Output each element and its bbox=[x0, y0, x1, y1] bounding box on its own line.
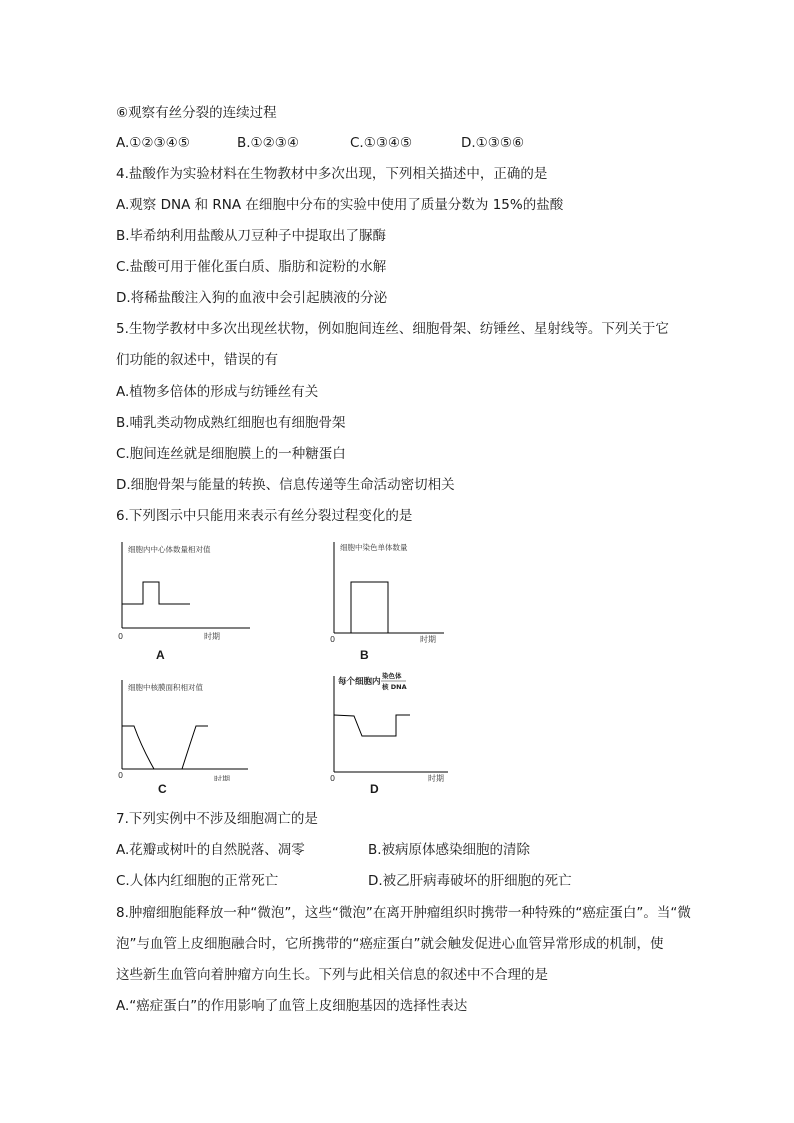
q8-option-a: A.“癌症蛋白”的作用影响了血管上皮细胞基因的选择性表达 bbox=[116, 998, 468, 1014]
q7-option-a: A.花瓣或树叶的自然脱落、凋零 bbox=[116, 842, 305, 858]
chart-a-xlabel: 时期 bbox=[204, 632, 220, 641]
q4-option-a: A.观察 DNA 和 RNA 在细胞中分布的实验中使用了质量分数为 15%的盐酸 bbox=[116, 197, 564, 213]
q7-stem: 7.下列实例中不涉及细胞凋亡的是 bbox=[116, 811, 318, 827]
q4-stem: 4.盐酸作为实验材料在生物教材中多次出现，下列相关描述中，正确的是 bbox=[116, 166, 548, 182]
q3-option-a: A.①②③④⑤ bbox=[116, 135, 190, 151]
chart-b-xlabel: 时期 bbox=[420, 635, 436, 643]
chart-b-origin: 0 bbox=[330, 635, 336, 643]
chart-d-frac-den: 核 DNA bbox=[382, 683, 407, 691]
chart-d-title-prefix: 每个细胞内 bbox=[338, 677, 381, 687]
q7-option-c: C.人体内红细胞的正常死亡 bbox=[116, 873, 279, 889]
chart-b bbox=[324, 538, 459, 643]
chart-a bbox=[112, 538, 252, 643]
q6-stem: 6.下列图示中只能用来表示有丝分裂过程变化的是 bbox=[116, 508, 413, 524]
chart-a-label: A bbox=[156, 648, 165, 662]
chart-c-label: C bbox=[158, 782, 167, 796]
chart-c-curve bbox=[122, 726, 208, 769]
q7-option-d: D.被乙肝病毒破坏的肝细胞的死亡 bbox=[368, 873, 572, 889]
q4-option-b: B.毕希纳利用盐酸从刀豆种子中提取出了脲酶 bbox=[116, 228, 387, 244]
chart-a-origin: 0 bbox=[118, 632, 124, 641]
q4-option-c: C.盐酸可用于催化蛋白质、脂肪和淀粉的水解 bbox=[116, 259, 387, 275]
chart-d-label: D bbox=[370, 782, 379, 796]
q8-stem-line1: 8.肿瘤细胞能释放一种“微泡”，这些“微泡”在离开肿瘤组织时携带一种特殊的“癌症蛋白”。当“微 bbox=[116, 905, 691, 921]
q5-option-a: A.植物多倍体的形成与纺锤丝有关 bbox=[116, 384, 319, 400]
q7-option-b: B.被病原体感染细胞的清除 bbox=[368, 842, 531, 858]
chart-d-curve bbox=[334, 715, 410, 736]
chart-d bbox=[324, 668, 464, 783]
q3-option-d: D.①③⑤⑥ bbox=[461, 135, 525, 151]
chart-c-origin: 0 bbox=[118, 771, 124, 780]
line-q3-item6: ⑥观察有丝分裂的连续过程 bbox=[116, 105, 277, 121]
q5-stem-line1: 5.生物学教材中多次出现丝状物，例如胞间连丝、细胞骨架、纺锤丝、星射线等。下列关于它 bbox=[116, 321, 669, 337]
chart-b-curve bbox=[334, 582, 388, 633]
chart-c-xlabel: 时期 bbox=[214, 775, 230, 781]
chart-a-title: 细胞内中心体数量相对值 bbox=[128, 545, 211, 554]
chart-b-title: 细胞中染色单体数量 bbox=[340, 543, 408, 552]
q3-option-c: C.①③④⑤ bbox=[350, 135, 413, 151]
q3-option-b: B.①②③④ bbox=[237, 135, 299, 151]
chart-d-origin: 0 bbox=[330, 774, 336, 783]
q4-option-d: D.将稀盐酸注入狗的血液中会引起胰液的分泌 bbox=[116, 290, 388, 306]
chart-d-frac-num: 染色体 bbox=[382, 672, 402, 680]
q8-stem-line2: 泡”与血管上皮细胞融合时，它所携带的“癌症蛋白”就会触发促进心血管异常形成的机制，使 bbox=[116, 936, 664, 952]
chart-d-xlabel: 时期 bbox=[428, 774, 444, 783]
chart-b-label: B bbox=[360, 648, 369, 662]
q5-option-b: B.哺乳类动物成熟红细胞也有细胞骨架 bbox=[116, 415, 346, 431]
q5-stem-line2: 们功能的叙述中，错误的有 bbox=[116, 352, 278, 368]
q8-stem-line3: 这些新生血管向着肿瘤方向生长。下列与此相关信息的叙述中不合理的是 bbox=[116, 967, 548, 983]
chart-c-title: 细胞中核膜面积相对值 bbox=[128, 683, 203, 692]
chart-a-curve bbox=[122, 582, 190, 604]
chart-c bbox=[112, 676, 252, 781]
q5-option-d: D.细胞骨架与能量的转换、信息传递等生命活动密切相关 bbox=[116, 477, 455, 493]
q5-option-c: C.胞间连丝就是细胞膜上的一种糖蛋白 bbox=[116, 446, 346, 462]
